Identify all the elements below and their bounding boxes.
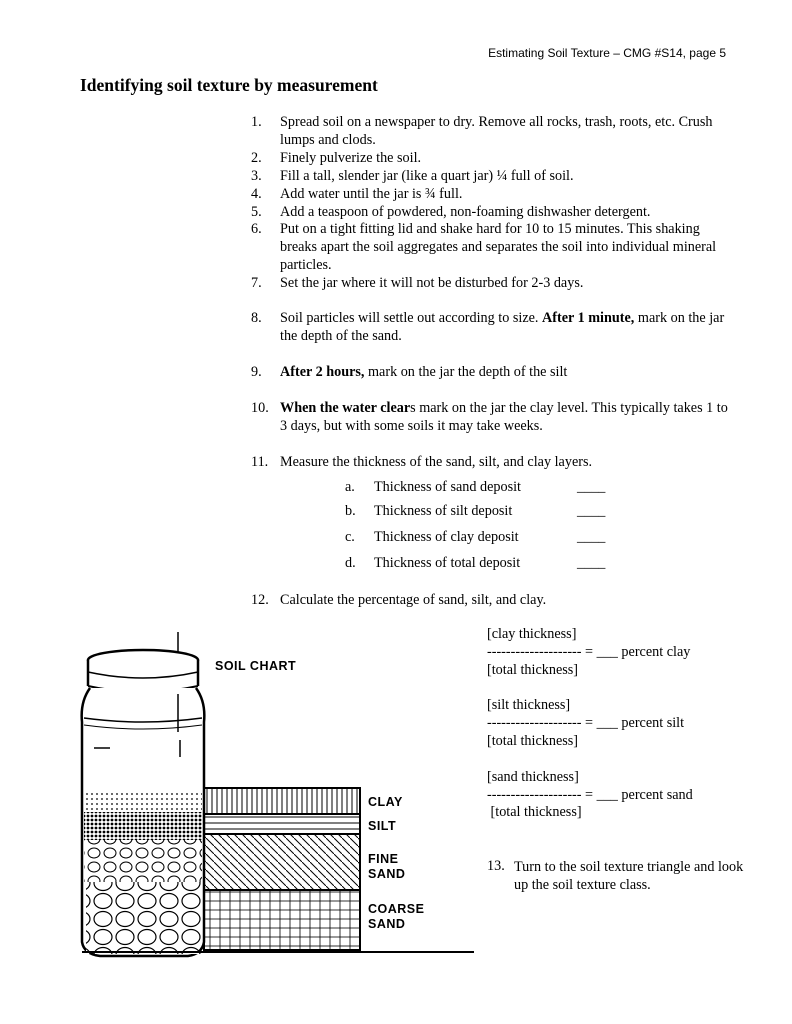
measurement-blank: ____	[577, 555, 606, 571]
step-text: Turn to the soil texture triangle and look up the soil texture class.	[514, 859, 744, 893]
step-number: 6.	[251, 221, 262, 237]
layer-label-clay: CLAY	[368, 795, 403, 809]
step-number: 11.	[251, 454, 269, 470]
step-13-text	[514, 858, 744, 894]
calc-clay-divider	[487, 644, 690, 661]
step-text: Spread soil on a newspaper to dry. Remove all rocks, trash, roots, etc. Crush lumps and clods.	[280, 114, 713, 148]
step-text	[280, 399, 730, 435]
step-number: 8.	[251, 310, 262, 326]
calc-sand-divider	[487, 787, 693, 804]
soil-jar-illustration	[70, 622, 480, 972]
calc-result: ___ percent sand	[596, 787, 693, 803]
step-text: Put on a tight fitting lid and shake hard for 10 to 15 minutes. This shaking breaks apart the soil aggregates and separates the soil into individual mineral particles.	[280, 221, 717, 273]
section-title: Identifying soil texture by measurement	[80, 75, 378, 95]
step-8-intro: Soil particles will settle out according to size.	[280, 310, 543, 326]
soil-chart-label: SOIL CHART	[215, 659, 297, 673]
calc-divider-line: -------------------- =	[487, 644, 594, 660]
step-number: 4.	[251, 186, 262, 202]
step-number: 12.	[251, 592, 269, 608]
step-number: 13.	[487, 858, 505, 874]
step-8-rest: mark on the jar the depth of the sand.	[280, 310, 725, 344]
step-number: 2.	[251, 150, 262, 166]
step-number: 9.	[251, 364, 262, 380]
calc-sand-numerator: [sand thickness]	[487, 769, 579, 785]
measurement-letter: a.	[345, 479, 355, 495]
measurement-label: Thickness of sand deposit	[374, 479, 521, 495]
calc-result: ___ percent clay	[596, 644, 691, 660]
step-10-rest: s mark on the jar the clay level. This typically takes 1 to 3 days, but with some soils it may take weeks.	[280, 400, 728, 434]
step-text: Calculate the percentage of sand, silt, and clay.	[280, 592, 547, 608]
layer-label-fine: FINE	[368, 852, 399, 866]
calc-silt-numerator: [silt thickness]	[487, 697, 571, 713]
measurement-label: Thickness of silt deposit	[374, 503, 513, 519]
measurement-label: Thickness of total deposit	[374, 555, 521, 571]
calc-clay-numerator: [clay thickness]	[487, 626, 577, 642]
layer-label-coarse: COARSE	[368, 902, 425, 916]
calc-divider-line: -------------------- =	[487, 787, 594, 803]
calc-clay-denominator: [total thickness]	[487, 662, 579, 678]
measurement-blank: ____	[577, 529, 606, 545]
step-9-emphasis: After 2 hours,	[280, 364, 365, 380]
calc-silt-divider	[487, 715, 684, 732]
calc-silt-denominator: [total thickness]	[487, 733, 579, 749]
measurement-blank: ____	[577, 503, 606, 519]
step-9-rest: mark on the jar the depth of the silt	[364, 364, 568, 380]
step-number: 5.	[251, 204, 262, 220]
step-13	[487, 858, 505, 875]
step-text: Add a teaspoon of powdered, non-foaming dishwasher detergent.	[280, 204, 651, 220]
calc-result: ___ percent silt	[596, 715, 685, 731]
page-header: Estimating Soil Texture – CMG #S14, page 5	[488, 46, 726, 60]
layer-label-coarse-sand: SAND	[368, 917, 406, 931]
measurement-label: Thickness of clay deposit	[374, 529, 519, 545]
step-8-emphasis: After 1 minute,	[542, 310, 635, 326]
measurement-letter: b.	[345, 503, 356, 519]
step-text	[280, 309, 730, 345]
measurement-blank: ____	[577, 479, 606, 495]
step-text: Fill a tall, slender jar (like a quart jar) ¼ full of soil.	[280, 168, 574, 184]
layer-label-silt: SILT	[368, 819, 397, 833]
calc-divider-line: -------------------- =	[487, 715, 594, 731]
step-text: Finely pulverize the soil.	[280, 150, 422, 166]
step-text: Set the jar where it will not be disturbed for 2-3 days.	[280, 275, 584, 291]
step-text: Add water until the jar is ¾ full.	[280, 186, 463, 202]
measurement-letter: d.	[345, 555, 356, 571]
step-10-emphasis: When the water clear	[280, 400, 411, 416]
layer-label-fine-sand: SAND	[368, 867, 406, 881]
step-text	[280, 363, 730, 381]
step-text: Measure the thickness of the sand, silt, and clay layers.	[280, 454, 593, 470]
step-number: 7.	[251, 275, 262, 291]
step-number: 3.	[251, 168, 262, 184]
measurement-letter: c.	[345, 529, 355, 545]
calc-sand-denominator: [total thickness]	[487, 804, 582, 820]
step-number: 1.	[251, 114, 262, 130]
step-number: 10.	[251, 400, 269, 416]
